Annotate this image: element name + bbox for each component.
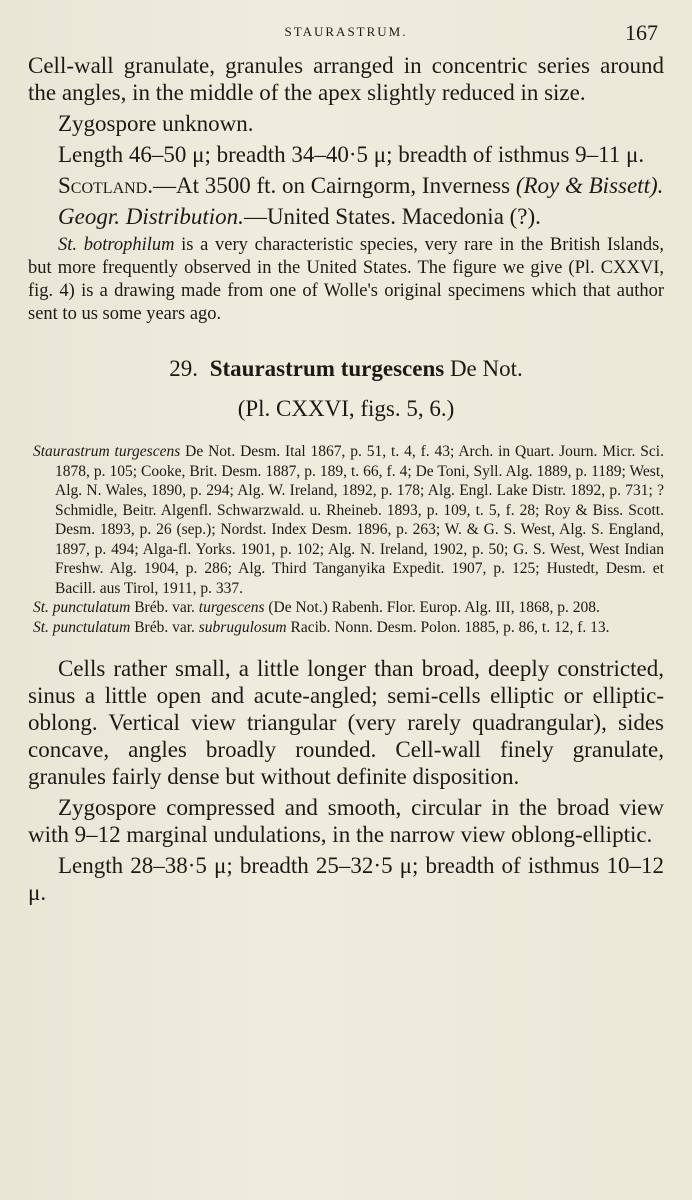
zygospore-description: Zygospore compressed and smooth, circular in the broad view with 9–12 marginal undulations, in the narrow view oblong-elliptic. [28,795,664,847]
synonym-citations: De Not. Desm. Ital 1867, p. 51, t. 4, f. 43; Arch. in Quart. Journ. Micr. Sci. 1878, p. 105; Cooke, Brit. Desm. 1887, p. 189, t. 66, f. 4; De Toni, Syll. Alg. 1889, p. 1189; West, Alg. N. Wales, 1890, p. 294; Alg. W. Ireland, 1892, p. 178; Alg. Engl. Lake Distr. 1892, p. 731; ? Schmidle, Beitr. Algenfl. Schwarzwald. u. Rheineb. 1893, p. 109, t. 5, f. 28; Roy & Biss. Scott. Desm. 1893, p. 26 (sep.); Nordst. Index Desm. 1896, p. 263; W. & G. S. West, Alg. S. England, 1897, p. 494; Alga-fl. Yorks. 1901, p. 102; Alg. N. Ireland, 1902, p. 50; G. S. West, West Indian Freshw. Alg. 1904, p. 286; Alg. Third Tanganyika Expedit. 1907, p. 125; Hustedt, Desm. et Bacill. aus Tirol, 1911, p. 337. [55,443,664,597]
cell-wall-paragraph: Cell-wall granulate, granules arranged in concentric series around the angles, in the middle of the apex slightly reduced in size. [28,53,664,105]
synonym-name: St. punctulatum [33,618,131,636]
synonym-variety: subrugulosum [198,618,287,636]
locality-text: —At 3500 ft. on Cairngorm, Inverness [152,173,511,198]
note-text: is a very characteristic species, very rare in the British Islands, but more frequently observed in the United States. The figure we give (Pl. CXXVI, fig. 4) is a drawing made from one of Wolle's original specimens which that author sent to us some years ago. [28,235,664,324]
distribution-lead: Geogr. Distribution. [58,204,244,229]
synonym-entry [33,618,664,638]
running-header [28,18,664,52]
scotland-locality [28,172,664,199]
synonym-name: St. punctulatum [33,599,131,616]
species-note [28,234,664,326]
species-heading [28,354,664,384]
running-title: STAURASTRUM. [284,24,408,39]
page-number: 167 [625,20,658,45]
cells-description: Cells rather small, a little longer than broad, deeply constricted, sinus a little open and acute-angled; semi-cells elliptic or elliptic-oblong. Vertical view triangular (very rarely quadrangular), sides concave, angles broadly rounded. Cell-wall finely granulate, granules fairly dense but without definite disposition. [28,656,664,789]
synonym-entry [33,598,664,618]
synonym-citation-b: Racib. Nonn. Desm. Polon. 1885, p. 86, t. 12, f. 13. [286,618,610,636]
note-lead: St. botrophilum [58,235,175,255]
zygospore-paragraph: Zygospore unknown. [58,111,254,136]
geographic-distribution [28,203,664,230]
synonym-citation-b: (De Not.) Rabenh. Flor. Europ. Alg. III, 1868, p. 208. [264,599,600,616]
dimensions-paragraph: Length 46–50 μ; breadth 34–40·5 μ; breadth of isthmus 9–11 μ. [58,142,645,167]
synonym-variety: turgescens [198,599,265,616]
locality-lead: Scotland. [58,173,153,198]
synonym-entry [33,442,664,598]
synonym-name: Staurastrum turgescens [33,443,181,460]
previous-species-continuation [28,52,664,326]
species-description [28,655,664,906]
dimensions-description: Length 28–38·5 μ; breadth 25–32·5 μ; breadth of isthmus 10–12 μ. [28,853,664,905]
synonym-citation-a: Bréb. var. [130,618,199,636]
species-authority: De Not. [449,356,523,381]
synonym-citation-a: Bréb. var. [130,599,199,616]
locality-citation: (Roy & Bissett). [515,173,664,198]
synonymy-list [28,442,664,637]
distribution-text: —United States. Macedonia (?). [243,204,541,229]
plate-reference: (Pl. CXXVI, figs. 5, 6.) [237,396,455,421]
species-name: Staurastrum turgescens [209,356,445,381]
species-number: 29. [169,356,198,381]
